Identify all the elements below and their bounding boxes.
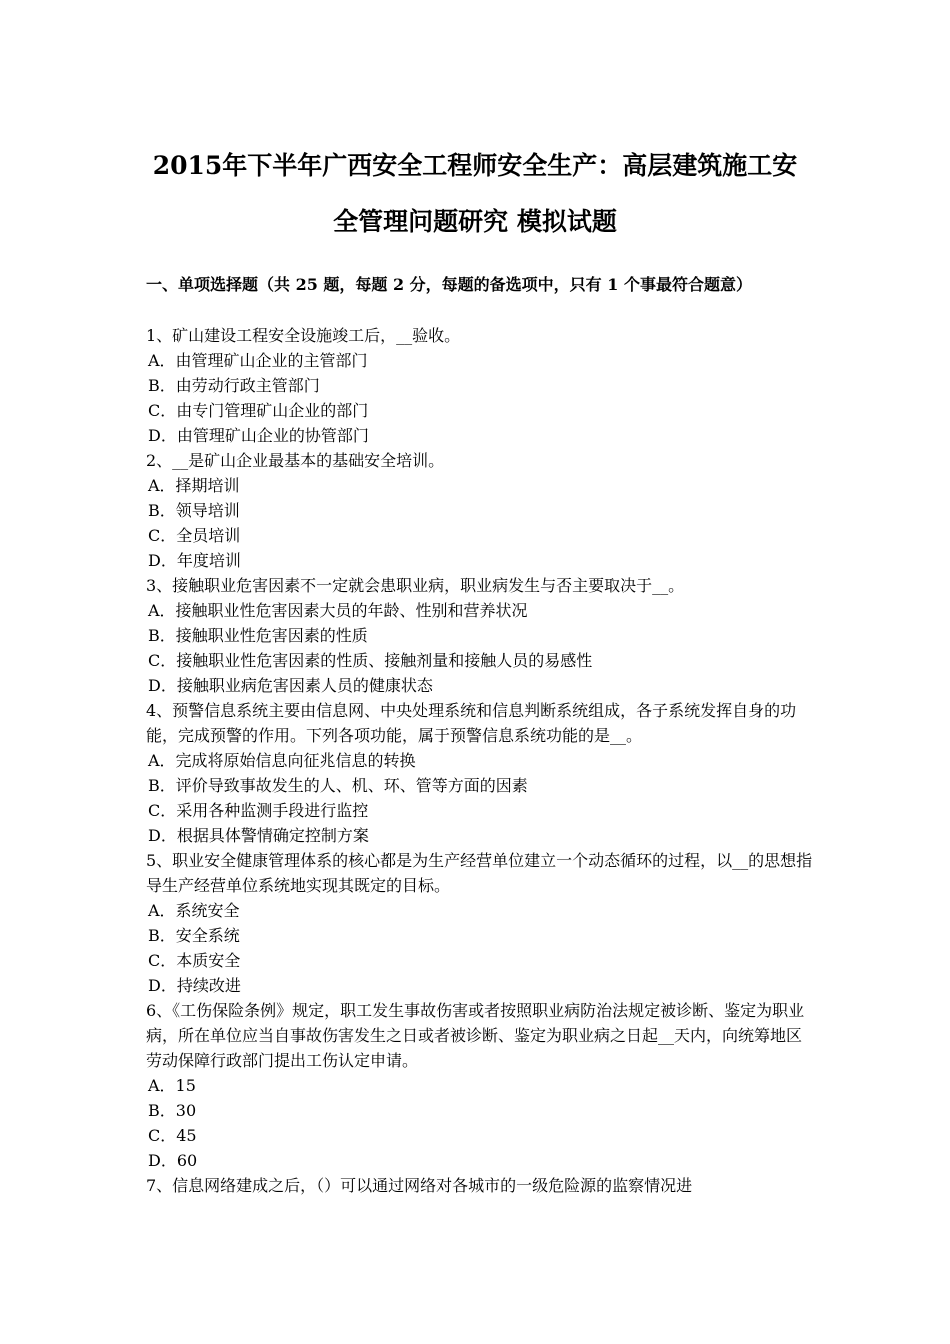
answer-option: D．持续改进 — [148, 976, 241, 995]
document-title — [0, 138, 950, 250]
section-header: 一、单项选择题（共 25 题，每题 2 分，每题的备选项中，只有 1 个事最符合题意） — [146, 275, 752, 294]
answer-option: D．根据具体警情确定控制方案 — [148, 826, 369, 845]
answer-option: B．接触职业性危害因素的性质 — [148, 626, 368, 645]
answer-option: B．评价导致事故发生的人、机、环、管等方面的因素 — [148, 776, 528, 795]
answer-option: A．接触职业性危害因素大员的年龄、性别和营养状况 — [148, 601, 528, 620]
question-text: 2、__是矿山企业最基本的基础安全培训。 — [146, 451, 445, 470]
answer-option: D．由管理矿山企业的协管部门 — [148, 426, 369, 445]
question-text: 5、职业安全健康管理体系的核心都是为生产经营单位建立一个动态循环的过程，以__的思想指导生产经营单位系统地实现其既定的目标。 — [146, 851, 813, 895]
question-text: 7、信息网络建成之后，（）可以通过网络对各城市的一级危险源的监察情况进 — [146, 1176, 693, 1195]
question-list — [146, 323, 816, 1198]
answer-option: A．择期培训 — [148, 476, 240, 495]
answer-option: B．领导培训 — [148, 501, 240, 520]
title-line-2: 全管理问题研究 模拟试题 — [333, 207, 617, 236]
answer-option: C．采用各种监测手段进行监控 — [148, 801, 369, 820]
title-line-1: 2015年下半年广西安全工程师安全生产：高层建筑施工安 — [152, 151, 798, 180]
answer-option: A．由管理矿山企业的主管部门 — [148, 351, 368, 370]
answer-option: B．30 — [148, 1101, 197, 1120]
answer-option: C．本质安全 — [148, 951, 241, 970]
answer-option: D．接触职业病危害因素人员的健康状态 — [148, 676, 433, 695]
question-text: 4、预警信息系统主要由信息网、中央处理系统和信息判断系统组成，各子系统发挥自身的功能，完成预警的作用。下列各项功能，属于预警信息系统功能的是__。 — [146, 701, 797, 745]
answer-option: A．15 — [148, 1076, 196, 1095]
answer-option: C．接触职业性危害因素的性质、接触剂量和接触人员的易感性 — [148, 651, 593, 670]
question-text: 3、接触职业危害因素不一定就会患职业病，职业病发生与否主要取决于__。 — [146, 576, 685, 595]
answer-option: B．由劳动行政主管部门 — [148, 376, 320, 395]
answer-option: C．45 — [148, 1126, 197, 1145]
answer-option: B．安全系统 — [148, 926, 240, 945]
answer-option: C．全员培训 — [148, 526, 241, 545]
answer-option: D．60 — [148, 1151, 198, 1170]
answer-option: C．由专门管理矿山企业的部门 — [148, 401, 369, 420]
answer-option: A．系统安全 — [148, 901, 240, 920]
question-text: 1、矿山建设工程安全设施竣工后，__验收。 — [146, 326, 461, 345]
answer-option: D．年度培训 — [148, 551, 241, 570]
answer-option: A．完成将原始信息向征兆信息的转换 — [148, 751, 416, 770]
question-text: 6、《工伤保险条例》规定，职工发生事故伤害或者按照职业病防治法规定被诊断、鉴定为职业病，所在单位应当自事故伤害发生之日或者被诊断、鉴定为职业病之日起__天内，向统筹地区劳动保障行政部门提出工伤认定申请。 — [146, 1001, 805, 1070]
